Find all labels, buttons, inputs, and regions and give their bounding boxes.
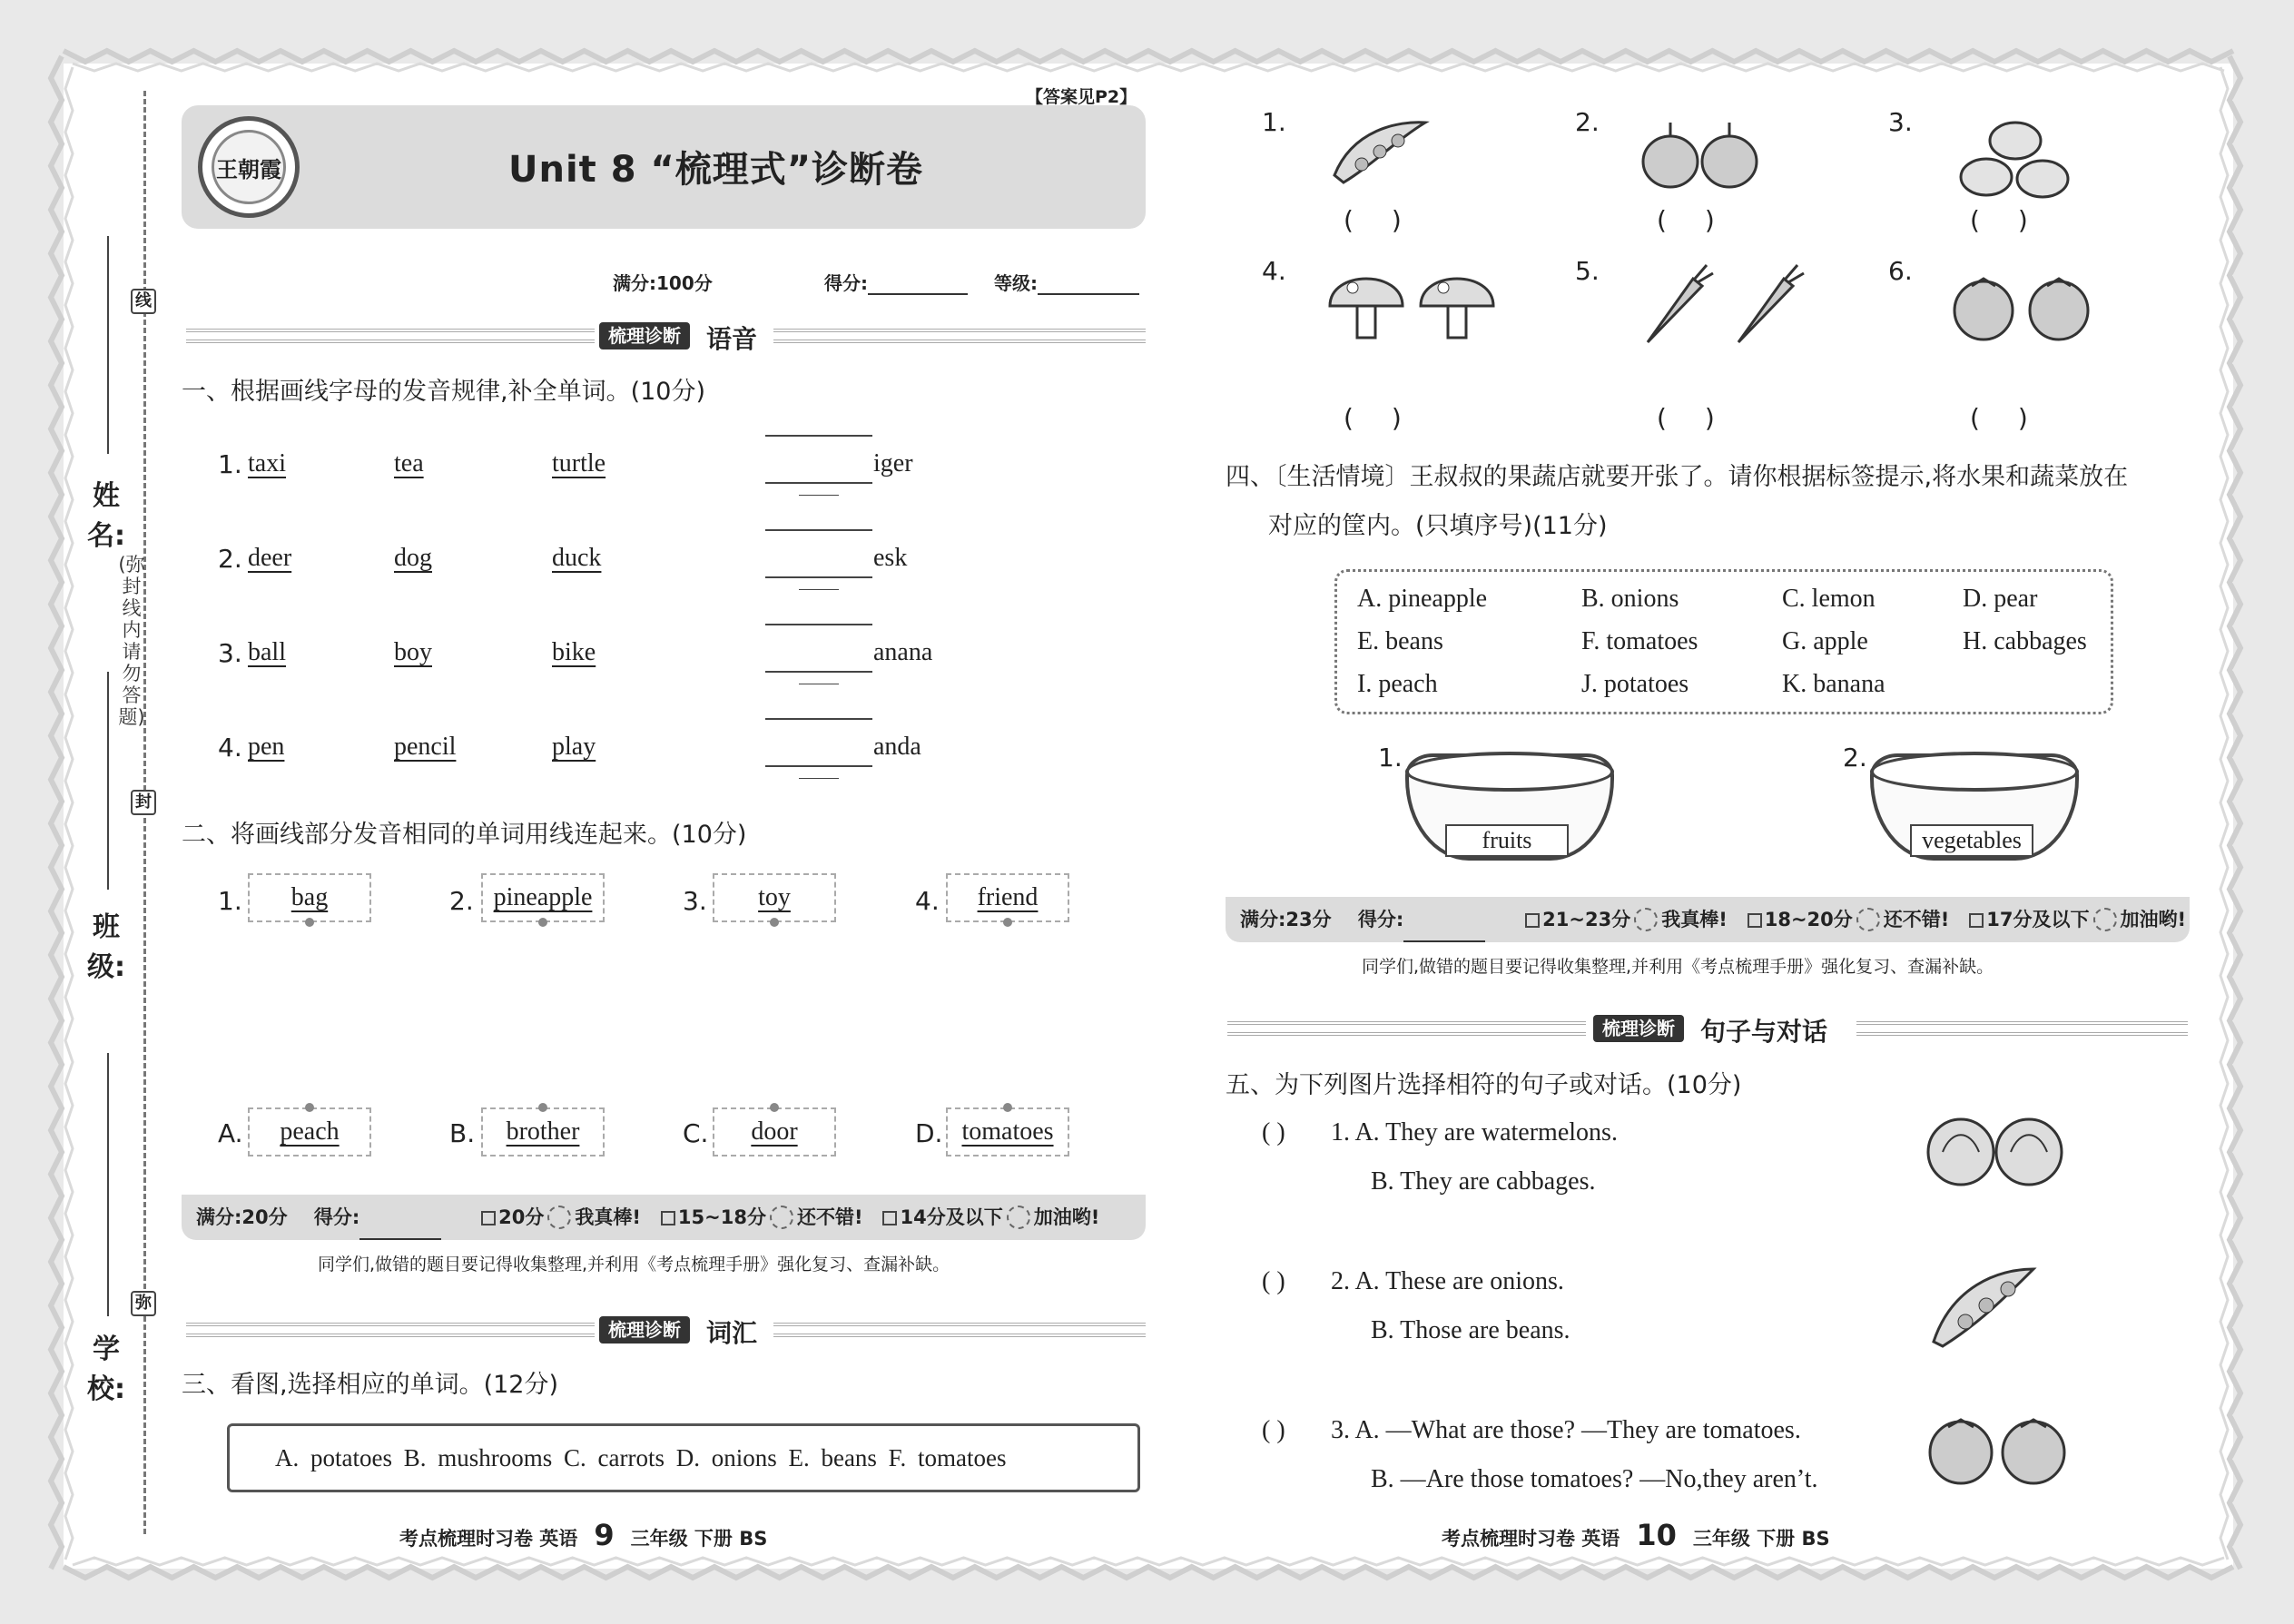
score-field[interactable]: [868, 293, 968, 295]
connect-dot[interactable]: [305, 918, 314, 927]
q1-word: ball: [248, 638, 286, 666]
section-divider: [1227, 1021, 1586, 1036]
q2-top-word[interactable]: [713, 873, 836, 922]
q1-word-tail: iger: [873, 449, 913, 477]
school-label: 学校:: [87, 1334, 125, 1405]
q3-title: 三、看图,选择相应的单词。(12分): [182, 1371, 559, 1399]
cheer-icon: [2093, 908, 2117, 931]
checkbox-opt2[interactable]: [1748, 913, 1762, 928]
q1-row-number: 3.: [218, 638, 242, 668]
q1-answer-line[interactable]: [765, 671, 872, 673]
footer-full: 满分:20分: [196, 1206, 288, 1228]
q1-word: pen: [248, 733, 285, 761]
seal-mi: 弥: [131, 1291, 156, 1316]
q1-guide-line: [799, 778, 839, 779]
footer-score: 得分:: [1357, 909, 1404, 930]
name-field[interactable]: [107, 236, 109, 454]
q4-label-item: G. apple: [1782, 627, 1868, 655]
q2-bottom-number: C.: [683, 1118, 709, 1148]
opt2-label: 18~20分: [1764, 909, 1853, 930]
section-title-phonics: 语音: [706, 324, 758, 354]
footer-suffix: 三年级 下册 BS: [1692, 1528, 1830, 1550]
q2-top-word-text: bag: [290, 883, 329, 911]
q1-word: duck: [552, 544, 602, 572]
q3-answer-paren[interactable]: (): [1657, 205, 1753, 235]
connect-dot[interactable]: [538, 918, 547, 927]
q4-label-item: J. potatoes: [1581, 670, 1689, 698]
section-divider: [186, 329, 595, 343]
tomatoes-icon: [1952, 261, 2124, 351]
page-footer-left: [399, 1518, 767, 1552]
q2-top-word-text: friend: [977, 883, 1039, 911]
checkbox-opt1[interactable]: [1525, 913, 1540, 928]
q3-pic-number: 2.: [1575, 107, 1600, 137]
opt1-label: 21~23分: [1542, 909, 1631, 930]
q2-top-word[interactable]: [481, 873, 605, 922]
checkbox-opt2[interactable]: [661, 1211, 675, 1225]
q5-option-a: 3. A. —What are those? —They are tomatoes.: [1331, 1416, 1801, 1444]
q1-answer-line[interactable]: [765, 529, 872, 531]
basket-fruits[interactable]: [1405, 753, 1614, 861]
basket-vegetables-label: vegetables: [1910, 824, 2033, 857]
carrots-icon: [1639, 261, 1811, 351]
q2-bottom-number: B.: [449, 1118, 476, 1148]
section-divider: [1856, 1021, 2188, 1036]
page-title: Unit 8 “梳理式”诊断卷: [508, 149, 924, 191]
page-number: 9: [594, 1518, 615, 1552]
opt1-praise: 我真棒!: [575, 1206, 641, 1228]
q1-answer-line[interactable]: [765, 718, 872, 720]
q1-word-tail: anana: [873, 638, 933, 666]
connect-dot[interactable]: [538, 1103, 547, 1112]
q2-bottom-number: D.: [915, 1118, 943, 1148]
q1-word-tail: esk: [873, 544, 908, 572]
school-field[interactable]: [107, 1053, 109, 1316]
basket-rim: [1405, 752, 1614, 792]
grade-label: 等级:: [994, 272, 1038, 294]
smile-icon: [1856, 908, 1880, 931]
section-title-sentences: 句子与对话: [1700, 1017, 1828, 1047]
smile-icon: [547, 1206, 571, 1229]
brand-logo: [198, 116, 300, 218]
q1-guide-line: [799, 495, 839, 496]
connect-dot[interactable]: [770, 1103, 779, 1112]
name-label: 姓名:: [87, 480, 125, 552]
section-tag: 梳理诊断: [1593, 1015, 1684, 1042]
q4-title-line1: 四、〔生活情境〕王叔叔的果蔬店就要开张了。请你根据标签提示,将水果和蔬菜放在: [1226, 463, 2129, 491]
q3-answer-paren[interactable]: (): [1344, 403, 1440, 433]
q2-top-number: 4.: [915, 886, 940, 916]
opt1-label: 20分: [498, 1206, 545, 1228]
q1-word: turtle: [552, 449, 606, 477]
seal-seal: 封: [131, 790, 156, 815]
q2-top-number: 3.: [683, 886, 707, 916]
cabbages-icon: [1925, 1111, 2079, 1202]
footer-prefix: 考点梳理时习卷 英语: [399, 1528, 578, 1550]
section-divider: [186, 1323, 595, 1337]
q5-option-b: B. They are cabbages.: [1371, 1167, 1596, 1196]
q3-pic-number: 1.: [1262, 107, 1286, 137]
q5-answer-paren[interactable]: ( ): [1262, 1118, 1285, 1147]
q4-label-item: C. lemon: [1782, 585, 1876, 613]
footer-score-field[interactable]: [359, 1238, 441, 1240]
opt1-praise: 我真棒!: [1661, 909, 1728, 930]
q3-pic-number: 4.: [1262, 256, 1286, 286]
connect-dot[interactable]: [1003, 918, 1012, 927]
q5-option-a: 2. A. These are onions.: [1331, 1267, 1564, 1295]
q5-option-a: 1. A. They are watermelons.: [1331, 1118, 1618, 1147]
q2-bottom-word[interactable]: [248, 1107, 371, 1156]
basket2-number: 2.: [1843, 743, 1867, 773]
opt2-label: 15~18分: [677, 1206, 766, 1228]
q1-word-tail: anda: [873, 733, 921, 761]
footer-note-left: 同学们,做错的题目要记得收集整理,并利用《考点梳理手册》强化复习、查漏补缺。: [318, 1255, 950, 1275]
q1-title: 一、根据画线字母的发音规律,补全单词。(10分): [182, 378, 706, 406]
opt3-praise: 加油哟!: [1033, 1206, 1100, 1228]
q3-answer-paren[interactable]: (): [1657, 403, 1753, 433]
footer-score: 得分:: [313, 1206, 360, 1228]
opt2-praise: 还不错!: [1883, 909, 1950, 930]
beans-icon: [1925, 1260, 2079, 1351]
q3-pic-number: 6.: [1888, 256, 1913, 286]
q1-word: tea: [394, 449, 424, 477]
q2-bottom-word-text: peach: [280, 1117, 340, 1146]
section-tag: 梳理诊断: [599, 322, 690, 349]
q1-word: taxi: [248, 449, 286, 477]
logo-text: 王朝霞: [212, 130, 286, 204]
cheer-icon: [1007, 1206, 1030, 1229]
checkbox-opt3[interactable]: [882, 1211, 897, 1225]
class-field[interactable]: [107, 672, 109, 890]
page-footer-right: [1442, 1518, 1830, 1552]
tomatoes-icon: [1925, 1409, 2079, 1500]
q2-top-word-text: pineapple: [493, 883, 593, 911]
score-footer-right: [1226, 897, 2190, 942]
beans-icon: [1325, 112, 1498, 202]
q2-bottom-word[interactable]: [713, 1107, 836, 1156]
footer-note-right: 同学们,做错的题目要记得收集整理,并利用《考点梳理手册》强化复习、查漏补缺。: [1362, 957, 1994, 977]
seal-line: 线: [131, 289, 156, 314]
q3-answer-paren[interactable]: (): [1344, 205, 1440, 235]
q4-title-line2: 对应的筐内。(只填序号)(11分): [1268, 512, 1608, 540]
q2-bottom-number: A.: [218, 1118, 243, 1148]
word-bank: A. potatoes B. mushrooms C. carrots D. onions E. beans F. tomatoes: [227, 1423, 1140, 1492]
section-title-vocab: 词汇: [706, 1318, 758, 1348]
basket1-number: 1.: [1378, 743, 1403, 773]
grade-field[interactable]: [1038, 293, 1139, 295]
q4-label-item: F. tomatoes: [1581, 627, 1698, 655]
score-label: 得分:: [824, 272, 868, 294]
footer-prefix: 考点梳理时习卷 英语: [1442, 1528, 1620, 1550]
opt3-label: 17分及以下: [1986, 909, 2090, 930]
q4-label-item: K. banana: [1782, 670, 1885, 698]
onions-icon: [1639, 112, 1811, 202]
answer-reference: 【答案见P2】: [1026, 87, 1137, 107]
connect-dot[interactable]: [770, 918, 779, 927]
q1-guide-line: [799, 589, 839, 590]
q2-top-word-text: toy: [758, 883, 791, 911]
checkbox-opt3[interactable]: [1969, 913, 1984, 928]
q2-bottom-word[interactable]: [946, 1107, 1069, 1156]
q5-answer-paren[interactable]: ( ): [1262, 1416, 1285, 1444]
footer-full: 满分:23分: [1240, 909, 1332, 930]
q1-row-number: 2.: [218, 544, 242, 574]
q1-word: bike: [552, 638, 596, 666]
q1-answer-line[interactable]: [765, 765, 872, 767]
q1-word: dog: [394, 544, 432, 572]
basket-fruits-label: fruits: [1445, 824, 1569, 857]
connect-dot[interactable]: [1003, 1103, 1012, 1112]
class-label: 班级:: [87, 911, 125, 983]
q2-bottom-word-text: door: [751, 1117, 798, 1146]
score-footer-left: [182, 1195, 1146, 1240]
section-tag: 梳理诊断: [599, 1316, 690, 1343]
opt3-praise: 加油哟!: [2120, 909, 2187, 930]
section-divider: [773, 1323, 1146, 1337]
q4-label-item: A. pineapple: [1357, 585, 1488, 613]
q5-option-b: B. Those are beans.: [1371, 1316, 1570, 1344]
q2-top-number: 2.: [449, 886, 474, 916]
basket-rim: [1870, 752, 2079, 792]
q4-label-item: D. pear: [1963, 585, 2038, 613]
page-number: 10: [1636, 1518, 1677, 1552]
q2-top-number: 1.: [218, 886, 242, 916]
section-divider: [773, 329, 1146, 343]
q1-answer-line[interactable]: [765, 576, 872, 578]
q2-top-word[interactable]: [946, 873, 1069, 922]
checkbox-opt1[interactable]: [481, 1211, 496, 1225]
q2-bottom-word-text: tomatoes: [961, 1117, 1054, 1146]
basket-vegetables[interactable]: [1870, 753, 2079, 861]
q5-title: 五、为下列图片选择相符的句子或对话。(10分): [1226, 1071, 1742, 1099]
q1-answer-line[interactable]: [765, 482, 872, 484]
q4-label-item: E. beans: [1357, 627, 1443, 655]
opt3-label: 14分及以下: [900, 1206, 1003, 1228]
potatoes-icon: [1952, 112, 2124, 202]
q5-option-b: B. —Are those tomatoes? —No,they aren’t.: [1371, 1465, 1818, 1493]
q5-answer-paren[interactable]: ( ): [1262, 1267, 1285, 1295]
q1-answer-line[interactable]: [765, 435, 872, 437]
footer-score-field[interactable]: [1403, 940, 1485, 942]
q3-pic-number: 3.: [1888, 107, 1913, 137]
q4-label-item: H. cabbages: [1963, 627, 2087, 655]
q1-row-number: 1.: [218, 449, 242, 479]
q2-top-word[interactable]: [248, 873, 371, 922]
q4-label-item: I. peach: [1357, 670, 1438, 698]
q1-word: play: [552, 733, 596, 761]
footer-suffix: 三年级 下册 BS: [630, 1528, 768, 1550]
q1-word: deer: [248, 544, 292, 572]
q4-label-item: B. onions: [1581, 585, 1679, 613]
q3-pic-number: 5.: [1575, 256, 1600, 286]
smile-icon: [770, 1206, 793, 1229]
q1-word: boy: [394, 638, 432, 666]
q2-bottom-word-text: brother: [506, 1117, 580, 1146]
smile-icon: [1634, 908, 1658, 931]
binding-note: (弥封线内请勿答题): [118, 554, 145, 728]
q1-word: pencil: [394, 733, 457, 761]
q2-bottom-word[interactable]: [481, 1107, 605, 1156]
opt2-praise: 还不错!: [796, 1206, 863, 1228]
q3-answer-paren[interactable]: (): [1970, 403, 2066, 433]
q1-answer-line[interactable]: [765, 624, 872, 625]
q2-title: 二、将画线部分发音相同的单词用线连起来。(10分): [182, 821, 747, 849]
full-score: 满分:100分: [613, 272, 713, 294]
mushrooms-icon: [1325, 261, 1498, 351]
q1-row-number: 4.: [218, 733, 242, 763]
q3-answer-paren[interactable]: (): [1970, 205, 2066, 235]
connect-dot[interactable]: [305, 1103, 314, 1112]
